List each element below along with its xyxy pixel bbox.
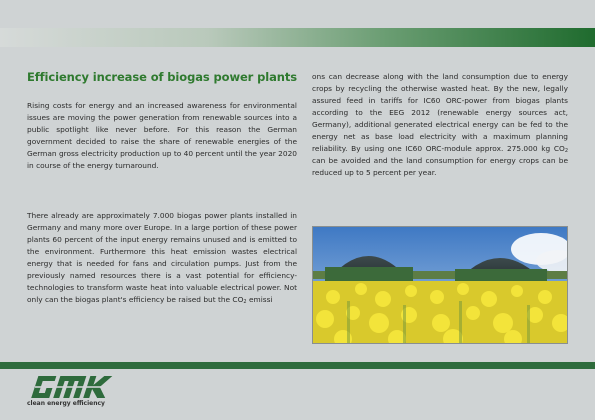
paragraph-land-consumption — [312, 71, 568, 179]
paragraph-biogas-plants — [27, 210, 297, 306]
article-heading: Efficiency increase of biogas power plants — [27, 70, 298, 84]
co2-subscript: 2 — [243, 299, 247, 305]
logo-tagline: clean energy efficiency — [27, 400, 105, 407]
logo-mark — [27, 374, 117, 400]
paragraph-co2-reduction: can be avoided and the land consumption for energy crops can be reduced up to 5 percent per year. — [312, 156, 568, 177]
photo-illustration — [313, 227, 568, 344]
paragraph-biogas-text: There already are approximately 7.000 biogas power plants installed in Germany and many more over Europe. In a large portion of these power plants 60 percent of the input energy remains unused and is emitted to the environment. Furthermore this heat emission wastes electrical energy that is needed for fans and circulation pumps. Just from the previously named resources there is a vast potential for efficiency-technologies to transform waste heat into valuable electrical power. Not only can the biogas plant's efficiency be raised but the CO — [27, 211, 297, 304]
top-gradient-bar — [0, 28, 595, 47]
paragraph-biogas-continuation: emissi — [246, 295, 273, 304]
co2-subscript-2: 2 — [564, 148, 568, 154]
biogas-plant-photo — [312, 226, 568, 344]
paragraph-biogas-column2-text: ons can decrease along with the land consumption due to energy crops by recycling the otherwise wasted heat. By the new, legally assured feed in tariffs for IC60 ORC-power from biogas plants according to the EEG 2012 (renewable energy sources act, Germany), additional generated electrical energy can be fed to the energy net as base load electricity with a maximum planning reliability. By using one IC60 ORC-module approx. 275.000 kg CO — [312, 72, 568, 153]
paragraph-intro: Rising costs for energy and an increased awareness for environmental issues are moving the power generation from renewable sources into a public spotlight like never before. For this reason the German government decided to raise the share of renewable energies of the German gross electricity production up to 40 percent until the year 2020 in course of the energy turnaround. — [27, 101, 297, 170]
bottom-green-bar — [0, 362, 595, 369]
